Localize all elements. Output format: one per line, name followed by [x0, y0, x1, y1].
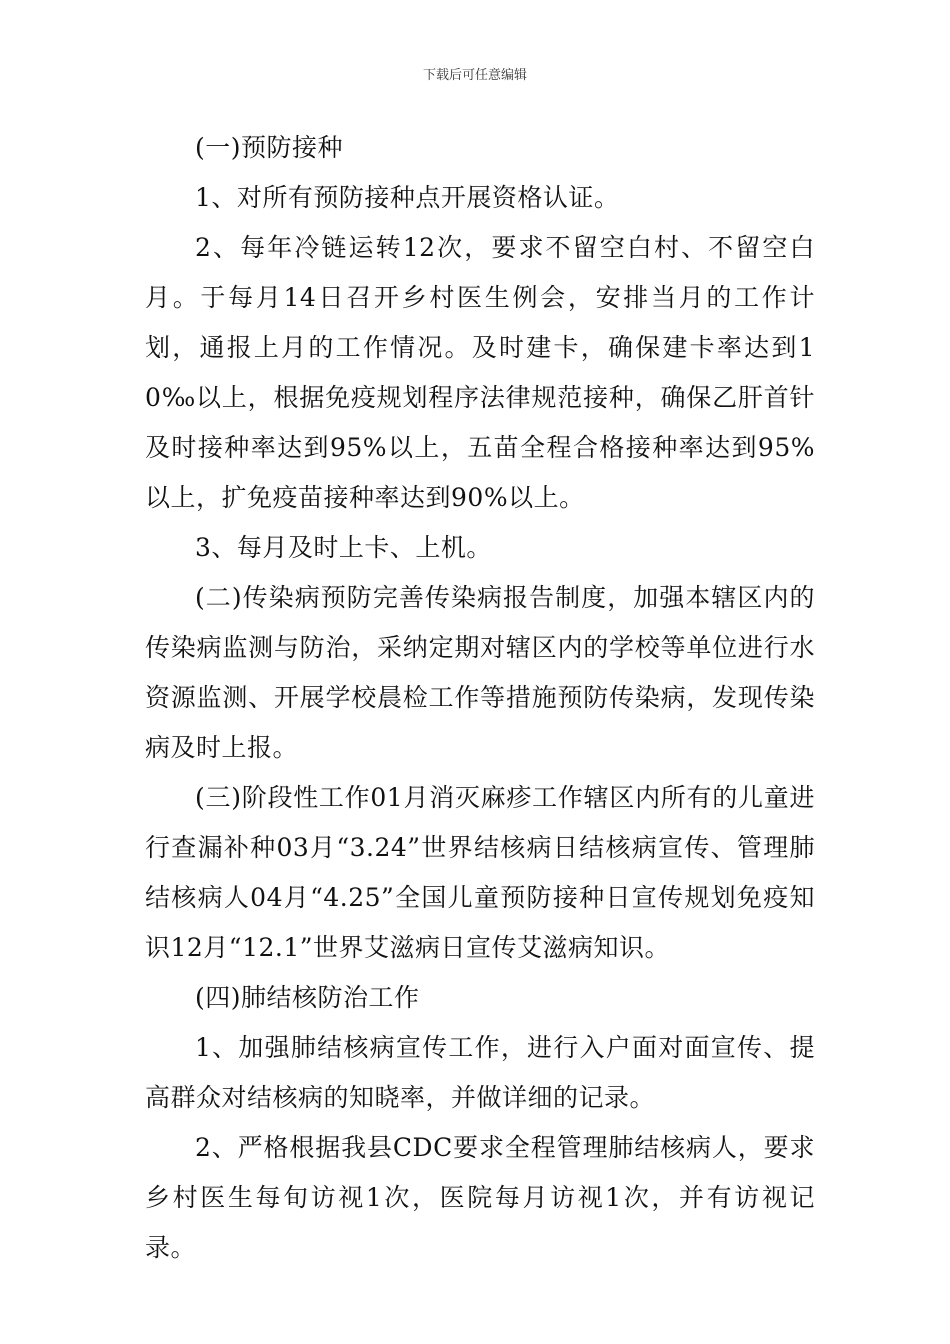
section-phased-work: (三)阶段性工作01月消灭麻疹工作辖区内所有的儿童进行查漏补种03月“3.24”世界结核病日结核病宣传、管理肺结核病人04月“4.25”全国儿童预防接种日宣传规划免疫知识12月“12.1”世界艾滋病日宣传艾滋病知识。: [145, 783, 815, 962]
paragraph-item: 1、加强肺结核病宣传工作，进行入户面对面宣传、提高群众对结核病的知晓率，并做详细的记录。: [145, 1033, 815, 1112]
paragraph-item: 2、严格根据我县CDC要求全程管理肺结核病人，要求乡村医生每旬访视1次，医院每月访视1次，并有访视记录。: [145, 1133, 815, 1262]
paragraph-item: 1、对所有预防接种点开展资格认证。: [195, 183, 620, 212]
document-body: [145, 123, 815, 1273]
paragraph-item: 3、每月及时上卡、上机。: [195, 533, 492, 562]
paragraph-item: 2、每年冷链运转12次，要求不留空白村、不留空白月。于每月14日召开乡村医生例会，安排当月的工作计划，通报上月的工作情况。及时建卡，确保建卡率达到10‰以上，根据免疫规划程序法律规范接种，确保乙肝首针及时接种率达到95%以上，五苗全程合格接种率达到95%以上，扩免疫苗接种率达到90%以上。: [145, 233, 815, 512]
section-heading-tuberculosis: (四)肺结核防治工作: [195, 983, 420, 1012]
page-header: 下载后可任意编辑: [422, 68, 527, 83]
section-heading-vaccination: (一)预防接种: [195, 133, 344, 162]
section-infectious-disease: (二)传染病预防完善传染病报告制度，加强本辖区内的传染病监测与防治，采纳定期对辖区内的学校等单位进行水资源监测、开展学校晨检工作等措施预防传染病，发现传染病及时上报。: [145, 583, 815, 762]
